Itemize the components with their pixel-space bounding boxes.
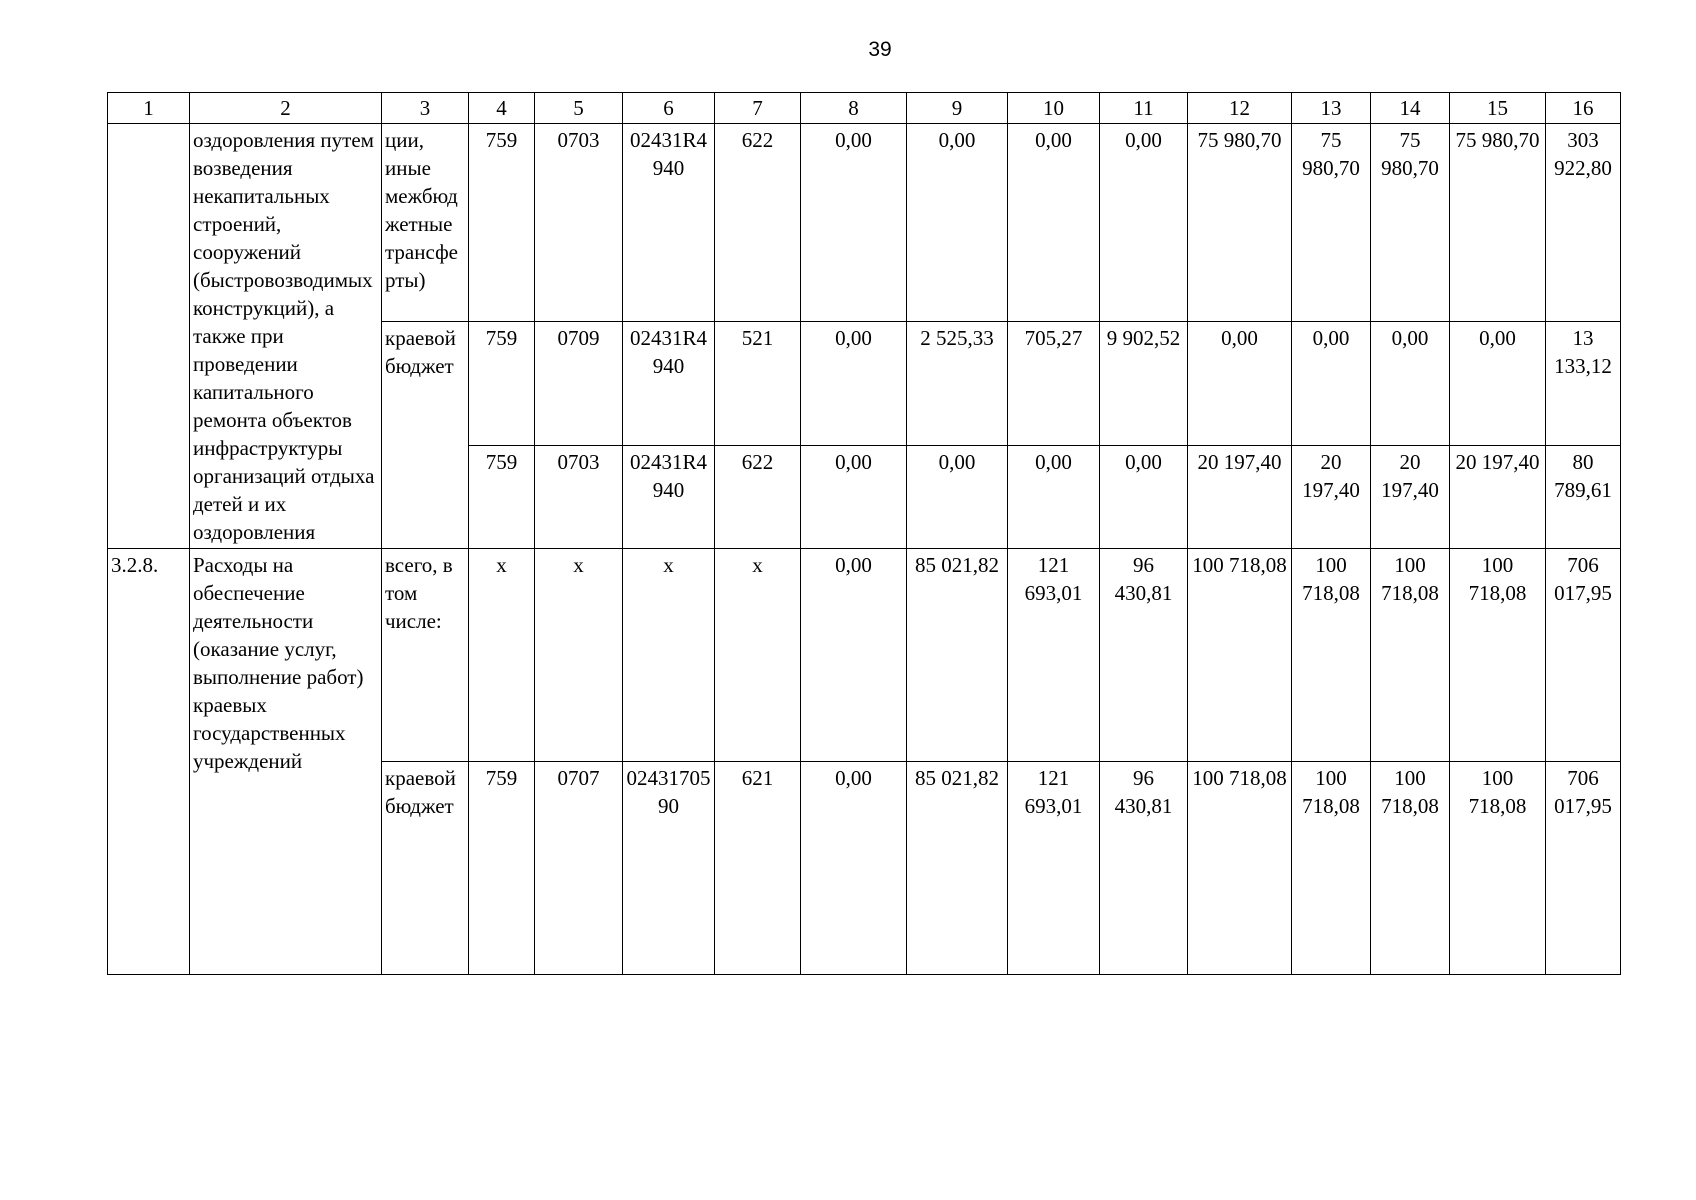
cell-c15: 100 718,08 bbox=[1450, 549, 1546, 762]
funding-source-cell: ции, иные межбюджетные трансферты) bbox=[382, 124, 469, 322]
cell-c14: 20 197,40 bbox=[1371, 446, 1450, 549]
column-number: 2 bbox=[190, 93, 382, 124]
cell-c8: 0,00 bbox=[801, 446, 907, 549]
cell-c6: х bbox=[623, 549, 715, 762]
cell-c13: 75 980,70 bbox=[1292, 124, 1371, 322]
cell-c15: 75 980,70 bbox=[1450, 124, 1546, 322]
column-number: 1 bbox=[108, 93, 190, 124]
column-number: 13 bbox=[1292, 93, 1371, 124]
column-number: 9 bbox=[907, 93, 1008, 124]
cell-c5: 0709 bbox=[535, 322, 623, 446]
cell-c16: 303 922,80 bbox=[1546, 124, 1621, 322]
cell-c14: 0,00 bbox=[1371, 322, 1450, 446]
cell-c11: 96 430,81 bbox=[1100, 549, 1188, 762]
cell-c8: 0,00 bbox=[801, 762, 907, 975]
cell-c8: 0,00 bbox=[801, 549, 907, 762]
table-row bbox=[108, 549, 1621, 762]
funding-source-cell: краевой бюджет bbox=[382, 322, 469, 549]
cell-c7: 521 bbox=[715, 322, 801, 446]
cell-c10: 705,27 bbox=[1008, 322, 1100, 446]
cell-c6: 0243170590 bbox=[623, 762, 715, 975]
cell-c4: 759 bbox=[469, 446, 535, 549]
cell-c11: 0,00 bbox=[1100, 446, 1188, 549]
cell-c11: 96 430,81 bbox=[1100, 762, 1188, 975]
cell-c15: 20 197,40 bbox=[1450, 446, 1546, 549]
cell-c6: 02431R4940 bbox=[623, 446, 715, 549]
column-number: 4 bbox=[469, 93, 535, 124]
cell-c8: 0,00 bbox=[801, 322, 907, 446]
cell-c11: 9 902,52 bbox=[1100, 322, 1188, 446]
cell-c4: 759 bbox=[469, 124, 535, 322]
row-name-cell: Расходы на обеспечение деятельности (оказание услуг, выполнение работ) краевых государственных учреждений bbox=[190, 549, 382, 975]
cell-c4: 759 bbox=[469, 762, 535, 975]
column-number: 8 bbox=[801, 93, 907, 124]
column-number: 10 bbox=[1008, 93, 1100, 124]
cell-c12: 100 718,08 bbox=[1188, 762, 1292, 975]
cell-c6: 02431R4940 bbox=[623, 124, 715, 322]
cell-c16: 706 017,95 bbox=[1546, 762, 1621, 975]
cell-c4: х bbox=[469, 549, 535, 762]
budget-table bbox=[107, 92, 1621, 975]
column-number: 7 bbox=[715, 93, 801, 124]
cell-c7: х bbox=[715, 549, 801, 762]
cell-c7: 622 bbox=[715, 446, 801, 549]
cell-c14: 100 718,08 bbox=[1371, 549, 1450, 762]
cell-c15: 0,00 bbox=[1450, 322, 1546, 446]
cell-c10: 121 693,01 bbox=[1008, 762, 1100, 975]
cell-c12: 20 197,40 bbox=[1188, 446, 1292, 549]
cell-c16: 706 017,95 bbox=[1546, 549, 1621, 762]
cell-c12: 75 980,70 bbox=[1188, 124, 1292, 322]
cell-c5: х bbox=[535, 549, 623, 762]
row-number-cell bbox=[108, 124, 190, 549]
column-number: 11 bbox=[1100, 93, 1188, 124]
column-number: 5 bbox=[535, 93, 623, 124]
column-number: 15 bbox=[1450, 93, 1546, 124]
cell-c13: 100 718,08 bbox=[1292, 762, 1371, 975]
cell-c13: 0,00 bbox=[1292, 322, 1371, 446]
column-number: 16 bbox=[1546, 93, 1621, 124]
cell-c8: 0,00 bbox=[801, 124, 907, 322]
cell-c5: 0703 bbox=[535, 446, 623, 549]
cell-c9: 0,00 bbox=[907, 446, 1008, 549]
cell-c10: 0,00 bbox=[1008, 446, 1100, 549]
cell-c9: 2 525,33 bbox=[907, 322, 1008, 446]
cell-c13: 20 197,40 bbox=[1292, 446, 1371, 549]
cell-c16: 13 133,12 bbox=[1546, 322, 1621, 446]
cell-c14: 75 980,70 bbox=[1371, 124, 1450, 322]
cell-c7: 621 bbox=[715, 762, 801, 975]
cell-c11: 0,00 bbox=[1100, 124, 1188, 322]
cell-c10: 0,00 bbox=[1008, 124, 1100, 322]
row-number-cell: 3.2.8. bbox=[108, 549, 190, 975]
column-number: 14 bbox=[1371, 93, 1450, 124]
cell-c9: 0,00 bbox=[907, 124, 1008, 322]
cell-c16: 80 789,61 bbox=[1546, 446, 1621, 549]
cell-c14: 100 718,08 bbox=[1371, 762, 1450, 975]
column-number: 6 bbox=[623, 93, 715, 124]
cell-c13: 100 718,08 bbox=[1292, 549, 1371, 762]
page-number: 39 bbox=[868, 38, 892, 61]
table-row bbox=[108, 124, 1621, 322]
funding-source-cell: всего, в том числе: bbox=[382, 549, 469, 762]
column-number-row bbox=[108, 93, 1621, 124]
cell-c15: 100 718,08 bbox=[1450, 762, 1546, 975]
cell-c4: 759 bbox=[469, 322, 535, 446]
cell-c12: 100 718,08 bbox=[1188, 549, 1292, 762]
column-number: 12 bbox=[1188, 93, 1292, 124]
funding-source-cell: краевой бюджет bbox=[382, 762, 469, 975]
cell-c5: 0707 bbox=[535, 762, 623, 975]
cell-c7: 622 bbox=[715, 124, 801, 322]
cell-c10: 121 693,01 bbox=[1008, 549, 1100, 762]
cell-c12: 0,00 bbox=[1188, 322, 1292, 446]
cell-c5: 0703 bbox=[535, 124, 623, 322]
cell-c9: 85 021,82 bbox=[907, 762, 1008, 975]
cell-c9: 85 021,82 bbox=[907, 549, 1008, 762]
column-number: 3 bbox=[382, 93, 469, 124]
cell-c6: 02431R4940 bbox=[623, 322, 715, 446]
row-name-cell: оздоровления путем возведения некапитальных строений, сооружений (быстровозводимых конструкций), а также при проведении капитального ремонта объектов инфраструктуры организаций отдыха детей и их оздоровления bbox=[190, 124, 382, 549]
